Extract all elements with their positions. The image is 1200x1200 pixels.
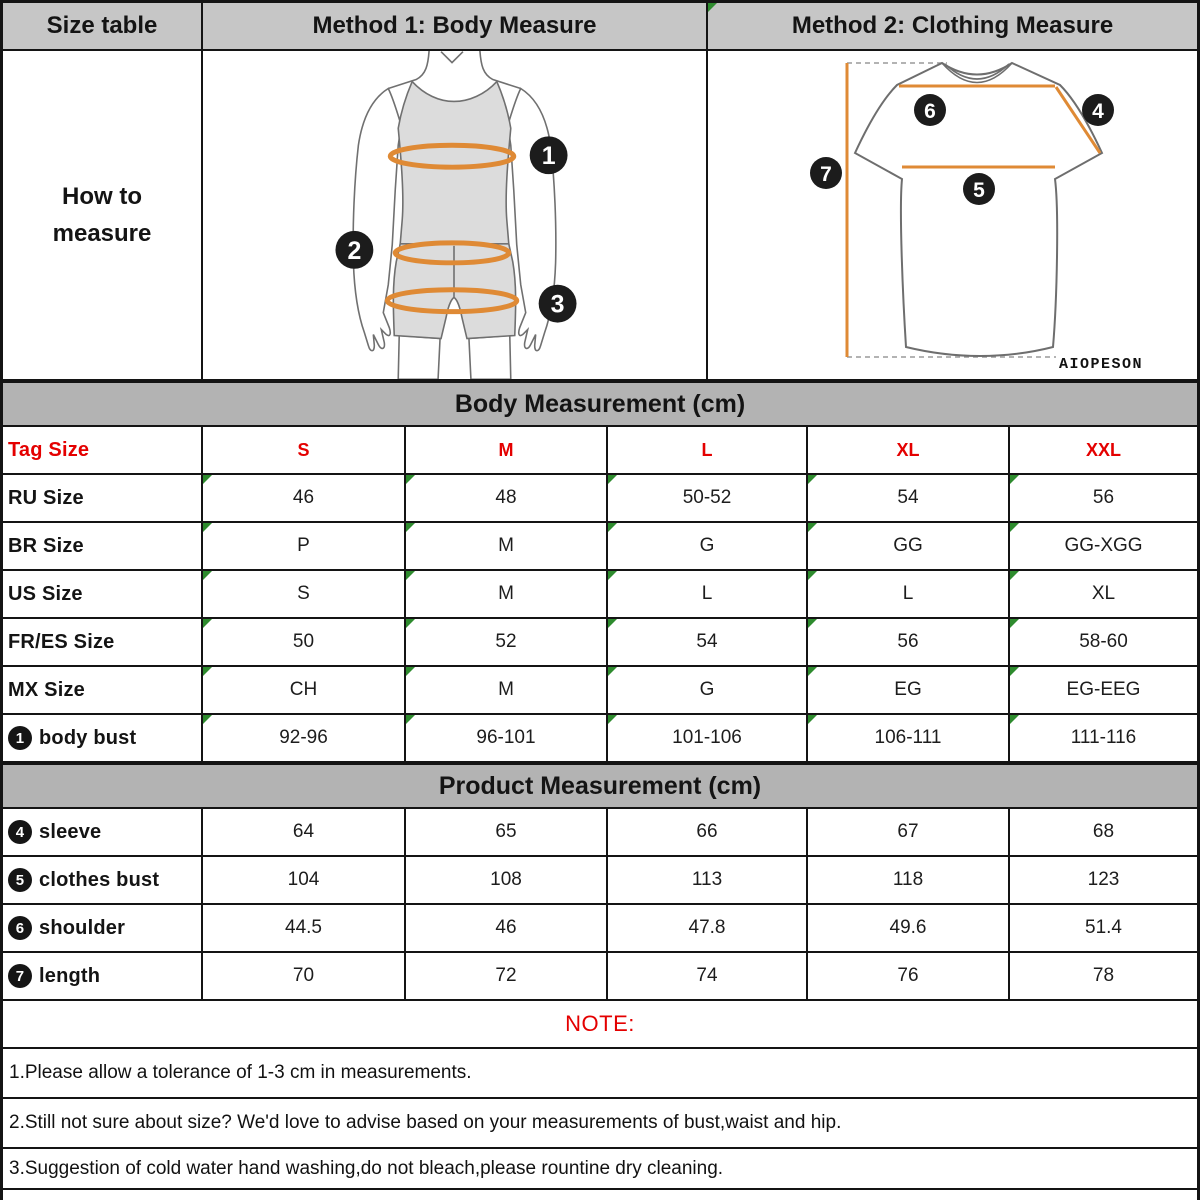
row-label: RU Size xyxy=(3,475,203,521)
value-cell: 123 xyxy=(1087,869,1120,890)
product-measurement-band xyxy=(3,763,1197,809)
value-cell: 51.4 xyxy=(1085,917,1122,938)
value-cell: 104 xyxy=(203,857,406,903)
value-cell: P xyxy=(203,523,406,569)
circled-1-icon: 1 xyxy=(8,726,32,750)
size-table-header: Size table xyxy=(3,3,203,49)
cell-corner-marker xyxy=(1010,619,1019,628)
cell-corner-marker xyxy=(1010,475,1019,484)
cell-corner-marker xyxy=(406,619,415,628)
cell-corner-marker xyxy=(1010,523,1019,532)
row-body-bust xyxy=(3,715,1197,763)
method2-header xyxy=(708,3,1197,49)
cell-corner-marker xyxy=(406,475,415,484)
cell-corner-marker xyxy=(808,667,817,676)
row-br-size xyxy=(3,523,1197,571)
cell-corner-marker xyxy=(608,619,617,628)
product-measurement-title: Product Measurement (cm) xyxy=(438,771,762,800)
value-cell: 52 xyxy=(406,619,608,665)
value-cell: G xyxy=(608,667,808,713)
value-cell: 68 xyxy=(1092,821,1115,842)
value-cell: 74 xyxy=(608,953,808,999)
value-cell: 46 xyxy=(203,475,406,521)
value-cell: M xyxy=(406,667,608,713)
body-measure-diagram xyxy=(203,51,706,379)
value-cell: GG-XGG xyxy=(1010,523,1197,569)
cell-corner-marker xyxy=(1010,667,1019,676)
cell-corner-marker xyxy=(608,475,617,484)
marker-6 xyxy=(914,94,946,126)
diagram-row xyxy=(3,51,1197,381)
row-label: 1 body bust xyxy=(3,715,203,761)
value-cell: 67 xyxy=(808,809,1010,855)
row-length xyxy=(3,953,1197,1001)
row-label: 6 shoulder xyxy=(3,905,203,951)
value-cell: CH xyxy=(203,667,406,713)
marker-3 xyxy=(539,285,577,323)
value-cell: 56 xyxy=(1010,475,1197,521)
value-cell: 58-60 xyxy=(1010,619,1197,665)
value-cell: 49.6 xyxy=(808,905,1010,951)
cell-corner-marker xyxy=(808,619,817,628)
bottom-margin xyxy=(3,1190,1197,1200)
note-text: 1.Please allow a tolerance of 1-3 cm in measurements. xyxy=(9,1062,472,1083)
neck-left xyxy=(388,51,429,89)
value-cell: 56 xyxy=(808,619,1010,665)
row-ru-size xyxy=(3,475,1197,523)
chin-line xyxy=(441,52,463,63)
value-cell: M xyxy=(406,571,608,617)
value-cell: 44.5 xyxy=(203,905,406,951)
cell-corner-marker xyxy=(608,715,617,724)
cell-corner-marker xyxy=(203,571,212,580)
clothing-measure-diagram-cell xyxy=(708,51,1197,379)
row-us-size xyxy=(3,571,1197,619)
cell-corner-marker xyxy=(406,523,415,532)
cell-corner-marker xyxy=(406,667,415,676)
value-cell: 111-116 xyxy=(1010,715,1197,761)
tshirt-outline xyxy=(855,63,1102,356)
marker-4 xyxy=(1082,94,1114,126)
body-measurement-title: Body Measurement (cm) xyxy=(454,389,746,418)
marker-3-number: 3 xyxy=(550,290,565,319)
row-fr-es-size xyxy=(3,619,1197,667)
value-cell: 118 xyxy=(808,857,1010,903)
value-cell: L xyxy=(608,571,808,617)
cell-corner-marker xyxy=(608,523,617,532)
cell-corner-marker xyxy=(203,715,212,724)
note-row-1 xyxy=(3,1049,1197,1099)
size-header-s: S xyxy=(203,427,406,473)
cell-corner-marker xyxy=(1010,571,1019,580)
value-cell: M xyxy=(406,523,608,569)
tag-size-label: Tag Size xyxy=(3,427,203,473)
circled-7-icon: 7 xyxy=(8,964,32,988)
note-title: NOTE: xyxy=(565,1011,635,1036)
how-to-line1: How to xyxy=(62,183,142,210)
note-title-row xyxy=(3,1001,1197,1049)
note-text: 3.Suggestion of cold water hand washing,do not bleach,please rountine dry cleaning. xyxy=(9,1157,724,1179)
note-text: 2.Still not sure about size? We'd love to advise based on your measurements of bust,waist and hip. xyxy=(9,1112,842,1133)
brand-text: AIOPESON xyxy=(1058,356,1143,373)
size-header-l: L xyxy=(608,427,808,473)
value-cell: 78 xyxy=(1092,965,1115,986)
value-cell: S xyxy=(203,571,406,617)
value-cell: 96-101 xyxy=(406,715,608,761)
body-measure-diagram-cell xyxy=(203,51,708,379)
marker-2 xyxy=(335,231,373,269)
value-cell: 66 xyxy=(608,809,808,855)
value-cell: 65 xyxy=(406,809,608,855)
value-cell: EG xyxy=(808,667,1010,713)
value-cell: EG-EEG xyxy=(1010,667,1197,713)
cell-corner-marker xyxy=(203,619,212,628)
row-tag-size xyxy=(3,427,1197,475)
value-cell: 108 xyxy=(406,857,608,903)
row-label: FR/ES Size xyxy=(3,619,203,665)
cell-corner-marker xyxy=(808,715,817,724)
cell-corner-marker xyxy=(406,715,415,724)
right-leg xyxy=(469,336,511,379)
value-cell: 76 xyxy=(808,953,1010,999)
note-row-2 xyxy=(3,1099,1197,1149)
how-to-measure-cell xyxy=(3,51,203,379)
cell-corner-marker xyxy=(203,475,212,484)
cell-corner-marker xyxy=(708,3,717,12)
marker-1-number: 1 xyxy=(541,142,556,171)
marker-7 xyxy=(810,157,842,189)
value-cell: L xyxy=(808,571,1010,617)
clothing-measure-diagram xyxy=(709,51,1197,379)
marker-4-number: 4 xyxy=(1091,100,1104,123)
cell-corner-marker xyxy=(808,475,817,484)
value-cell: 48 xyxy=(406,475,608,521)
size-header-xxl: XXL xyxy=(1085,439,1121,460)
value-cell: 92-96 xyxy=(203,715,406,761)
circled-4-icon: 4 xyxy=(8,820,32,844)
row-label: US Size xyxy=(3,571,203,617)
value-cell: 72 xyxy=(406,953,608,999)
value-cell: 64 xyxy=(203,809,406,855)
method2-header-label: Method 2: Clothing Measure xyxy=(791,12,1114,39)
value-cell: 54 xyxy=(608,619,808,665)
row-clothes-bust xyxy=(3,857,1197,905)
row-sleeve xyxy=(3,809,1197,857)
marker-5 xyxy=(963,173,995,205)
row-label: 7 length xyxy=(3,953,203,999)
cell-corner-marker xyxy=(203,523,212,532)
value-cell: 70 xyxy=(203,953,406,999)
note-row-3 xyxy=(3,1149,1197,1190)
cell-corner-marker xyxy=(203,667,212,676)
row-label: 5 clothes bust xyxy=(3,857,203,903)
cell-corner-marker xyxy=(808,571,817,580)
top-header-row xyxy=(3,3,1197,51)
marker-2-number: 2 xyxy=(347,236,362,265)
cell-corner-marker xyxy=(1010,715,1019,724)
value-cell: 50-52 xyxy=(608,475,808,521)
circled-5-icon: 5 xyxy=(8,868,32,892)
value-cell: 101-106 xyxy=(608,715,808,761)
row-label: MX Size xyxy=(3,667,203,713)
row-label: BR Size xyxy=(3,523,203,569)
size-header-m: M xyxy=(406,427,608,473)
value-cell: 54 xyxy=(808,475,1010,521)
left-leg xyxy=(398,336,440,379)
value-cell: 47.8 xyxy=(608,905,808,951)
cell-corner-marker xyxy=(406,571,415,580)
marker-7-number: 7 xyxy=(819,163,832,186)
marker-1 xyxy=(530,136,568,174)
marker-5-number: 5 xyxy=(972,179,985,202)
value-cell: 50 xyxy=(203,619,406,665)
marker-6-number: 6 xyxy=(923,100,936,123)
row-shoulder xyxy=(3,905,1197,953)
body-measurement-band xyxy=(3,381,1197,427)
value-cell: 113 xyxy=(608,857,808,903)
how-to-line2: measure xyxy=(52,220,152,247)
row-mx-size xyxy=(3,667,1197,715)
row-label: 4 sleeve xyxy=(3,809,203,855)
size-header-xl: XL xyxy=(808,427,1010,473)
cell-corner-marker xyxy=(608,571,617,580)
value-cell: XL xyxy=(1010,571,1197,617)
value-cell: G xyxy=(608,523,808,569)
cell-corner-marker xyxy=(608,667,617,676)
neck-right xyxy=(480,51,521,89)
value-cell: 106-111 xyxy=(808,715,1010,761)
value-cell: GG xyxy=(808,523,1010,569)
value-cell: 46 xyxy=(406,905,608,951)
method1-header: Method 1: Body Measure xyxy=(203,3,708,49)
cell-corner-marker xyxy=(808,523,817,532)
circled-6-icon: 6 xyxy=(8,916,32,940)
